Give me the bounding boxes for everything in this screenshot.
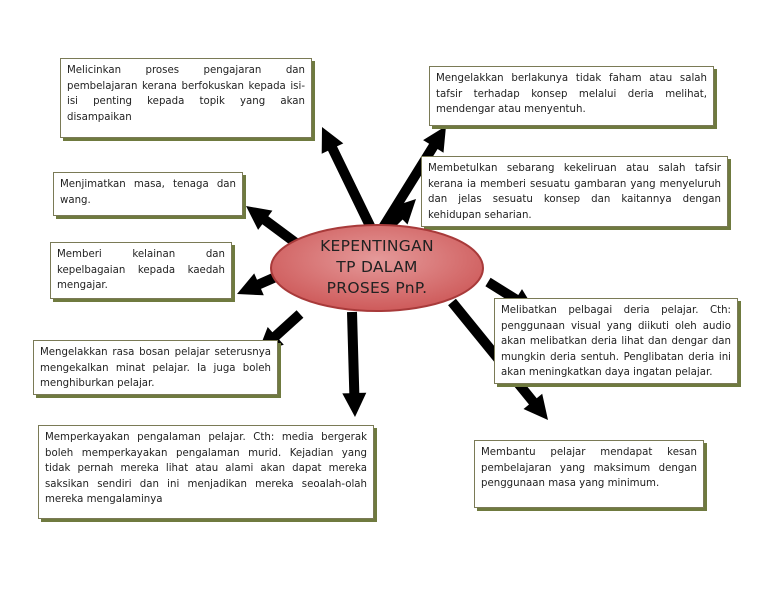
benefit-box-maximum-impact: Membantu pelajar mendapat kesan pembelajaran yang maksimum dengan penggunaan masa yang minimum. xyxy=(474,440,704,508)
benefit-box-save-resources: Menjimatkan masa, tenaga dan wang. xyxy=(53,172,243,216)
center-title xyxy=(268,236,486,299)
center-title-line3: PROSES PnP. xyxy=(326,279,428,297)
benefit-box-involve-senses: Melibatkan pelbagai deria pelajar. Cth: penggunaan visual yang diikuti oleh audio akan melibatkan deria lihat dan dengar dan mungkin deria sentuh. Penglibatan deria ini akan meningkatkan daya ingatan pelajar. xyxy=(494,298,738,384)
benefit-box-avoid-boredom: Mengelakkan rasa bosan pelajar seterusnya mengekalkan minat pelajar. Ia juga boleh menghiburkan pelajar. xyxy=(33,340,278,395)
arrow-to-enrich-experience xyxy=(342,312,366,417)
benefit-box-enrich-experience: Memperkayakan pengalaman pelajar. Cth: media bergerak boleh memperkayakan pengalaman murid. Kejadian yang tidak pernah mereka lihat atau alami akan dapat mereka saksikan sendiri dan ini menjadikan mereka seoalah-olah mereka mengalaminya xyxy=(38,425,374,519)
benefit-box-variety: Memberi kelainan dan kepelbagaian kepada kaedah mengajar. xyxy=(50,242,232,299)
center-title-line2: TP DALAM xyxy=(336,258,418,276)
benefit-box-streamline-teaching: Melicinkan proses pengajaran dan pembelajaran kerana berfokuskan kepada isi-isi penting kepada topik yang akan disampaikan xyxy=(60,58,312,138)
arrow-to-streamline-teaching xyxy=(322,127,377,232)
center-title-line1: KEPENTINGAN xyxy=(320,237,434,255)
benefit-box-correct-confusion: Membetulkan sebarang kekeliruan atau salah tafsir kerana ia memberi sesuatu gambaran yang menyeluruh dan jelas sesuatu konsep dan kaitannya dengan kehidupan seharian. xyxy=(421,156,728,227)
benefit-box-avoid-misunderstanding: Mengelakkan berlakunya tidak faham atau salah tafsir terhadap konsep melalui deria melihat, mendengar atau menyentuh. xyxy=(429,66,714,126)
